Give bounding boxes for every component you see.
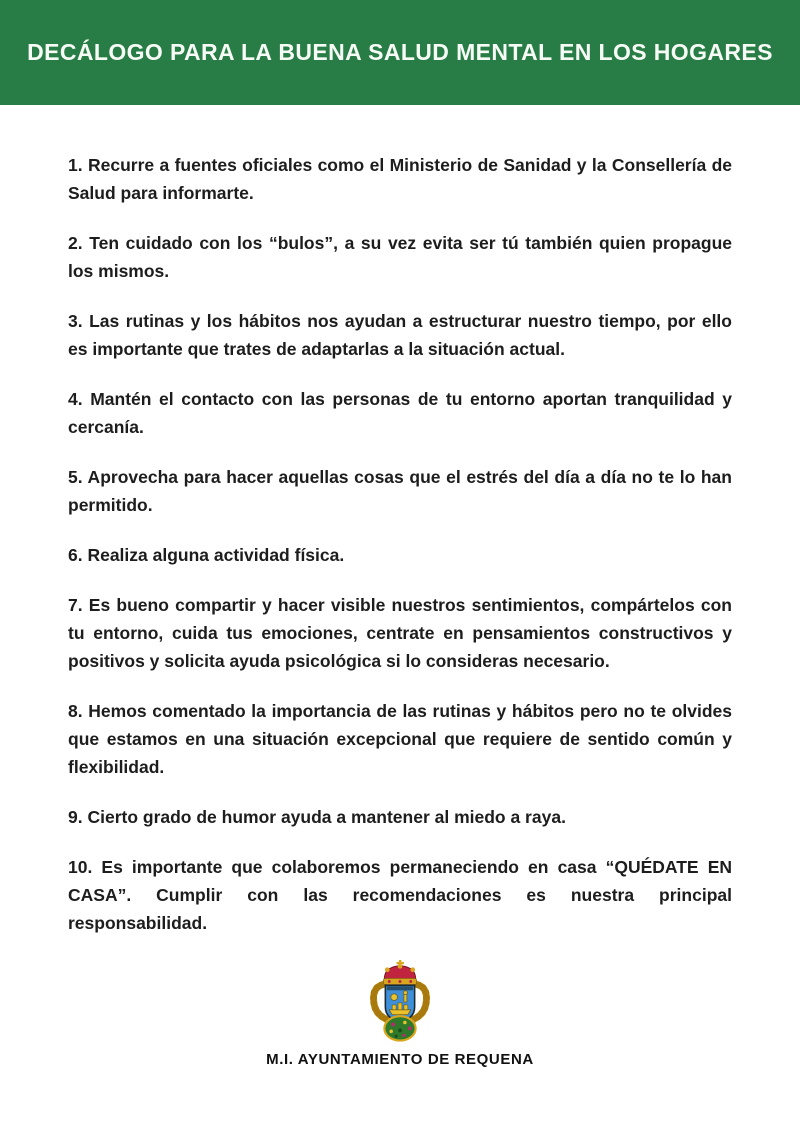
requena-coat-of-arms-icon (357, 959, 443, 1045)
decalogo-item-7: 7. Es bueno compartir y hacer visible nuestros sentimientos, compártelos con tu entorno, cuida tus emociones, centrate en pensamientos constructivos y positivos y solicita ayuda psicológica si lo consideras necesario. (68, 595, 732, 671)
title-banner (0, 0, 800, 105)
organization-name: M.I. AYUNTAMIENTO DE REQUENA (266, 1051, 534, 1068)
decalogo-item-3: 3. Las rutinas y los hábitos nos ayudan a estructurar nuestro tiempo, por ello es importante que trates de adaptarlas a la situación actual. (68, 311, 732, 359)
footer (0, 959, 800, 1068)
decalogo-item-6: 6. Realiza alguna actividad física. (68, 545, 345, 565)
decalogo-list (0, 105, 800, 937)
decalogo-item-2: 2. Ten cuidado con los “bulos”, a su vez evita ser tú también quien propague los mismos. (68, 233, 732, 281)
decalogo-item-1: 1. Recurre a fuentes oficiales como el Ministerio de Sanidad y la Consellería de Salud para informarte. (68, 155, 732, 203)
decalogo-item-4: 4. Mantén el contacto con las personas de tu entorno aportan tranquilidad y cercanía. (68, 389, 732, 437)
decalogo-item-8: 8. Hemos comentado la importancia de las rutinas y hábitos pero no te olvides que estamos en una situación excepcional que requiere de sentido común y flexibilidad. (68, 701, 732, 777)
decalogo-item-10: 10. Es importante que colaboremos permaneciendo en casa “QUÉDATE EN CASA”. Cumplir con las recomendaciones es nuestra principal responsabilidad. (68, 857, 732, 933)
decalogo-item-9: 9. Cierto grado de humor ayuda a mantener al miedo a raya. (68, 807, 566, 827)
page-title: DECÁLOGO PARA LA BUENA SALUD MENTAL EN LOS HOGARES (27, 39, 773, 65)
decalogo-item-5: 5. Aprovecha para hacer aquellas cosas que el estrés del día a día no te lo han permitido. (68, 467, 732, 515)
